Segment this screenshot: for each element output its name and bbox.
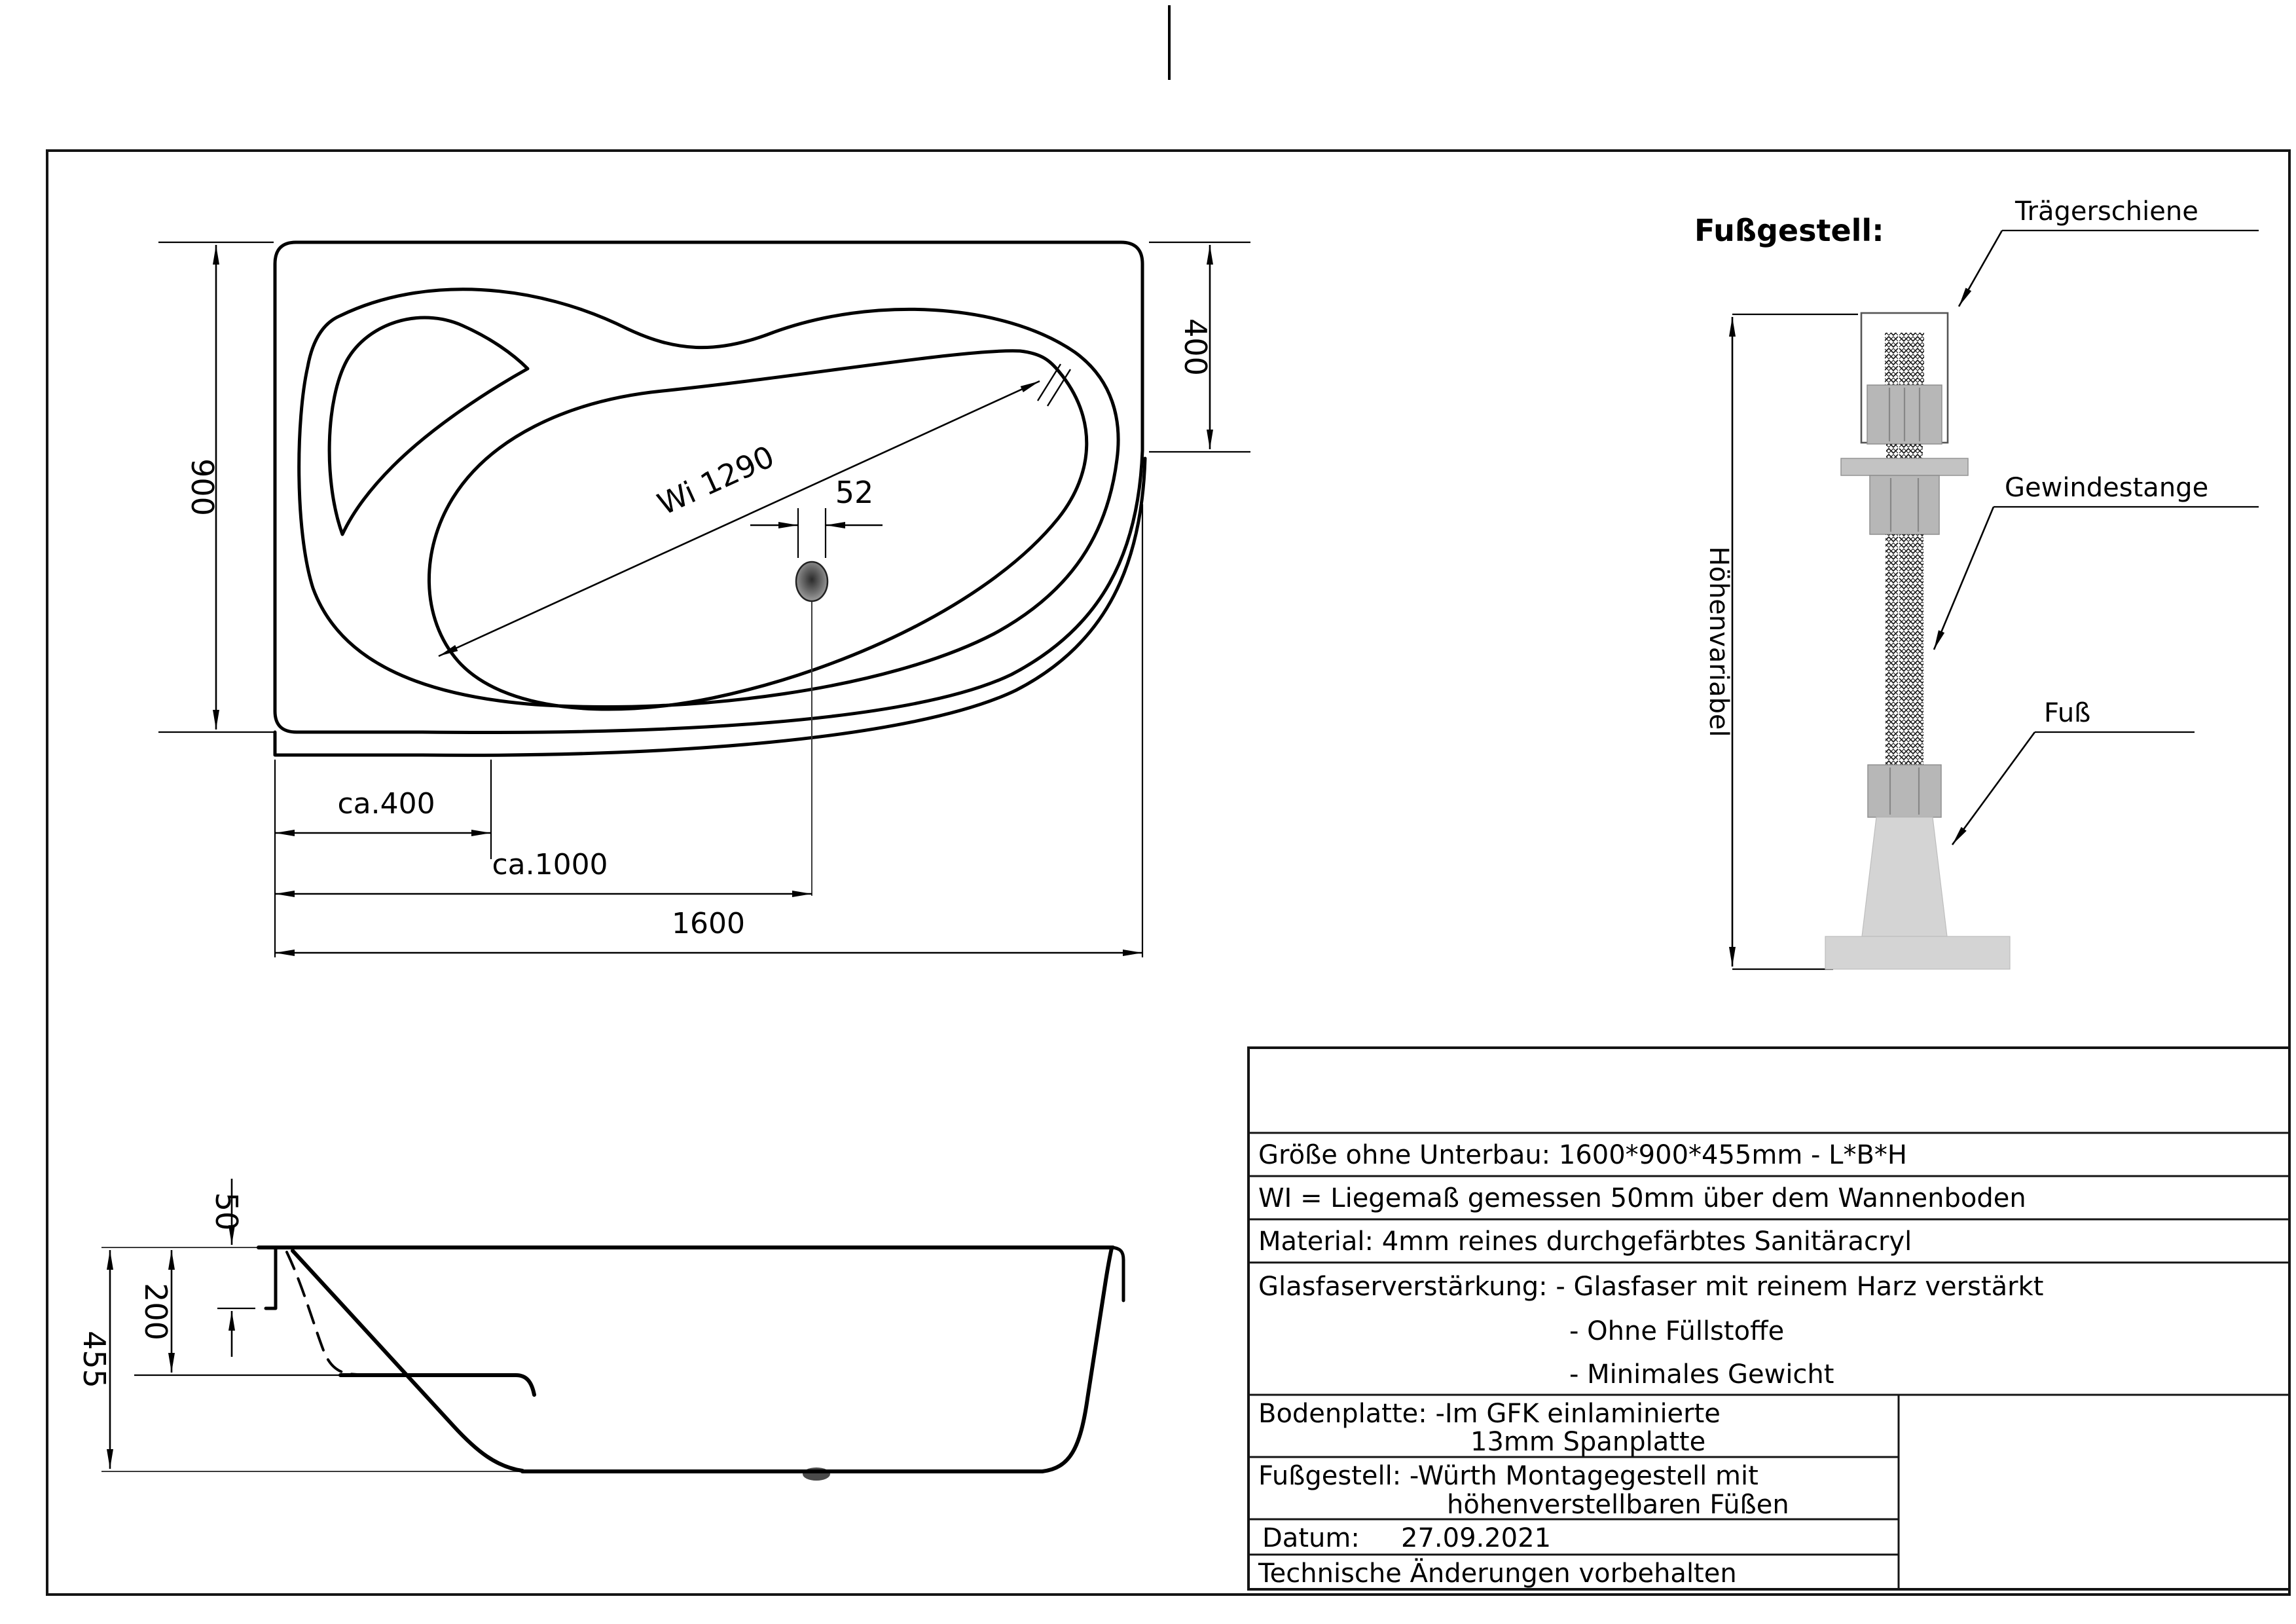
- drain-position-dim-label: ca.1000: [492, 848, 608, 881]
- table-date-value: 27.09.2021: [1401, 1523, 1552, 1553]
- rim-height-dim-label: 50: [209, 1192, 244, 1231]
- table-row-material: Material: 4mm reines durchgefärbtes Sanitäracryl: [1258, 1227, 1912, 1257]
- threaded-rod-leader: [1934, 507, 1994, 650]
- inner-length-dim-line: [439, 381, 1040, 656]
- table-row-fiberglass-1: Glasfaserverstärkung: - Glasfaser mit reinem Harz verstärkt: [1258, 1272, 2044, 1302]
- bathtub-side-view: [77, 1179, 1123, 1481]
- front-slope: [293, 1251, 522, 1471]
- threaded-rod-top: [1885, 333, 1924, 385]
- foot-leader: [1952, 732, 2035, 845]
- table-row-size: Größe ohne Unterbau: 1600*900*455mm - L*B*H: [1258, 1140, 1907, 1170]
- foot-label: Fuß: [2044, 698, 2091, 728]
- hidden-inner-contour: [287, 1252, 367, 1375]
- foot-assembly-diagram: [1694, 196, 2259, 969]
- dim-tick: [1048, 369, 1070, 406]
- table-row-fiberglass-3: - Minimales Gewicht: [1569, 1359, 1834, 1390]
- specification-table: [1248, 1048, 2289, 1589]
- drain-hole: [796, 562, 828, 601]
- seat-depth-dim-label: ca.400: [337, 787, 435, 821]
- table-row-baseplate-1: Bodenplatte: -Im GFK einlaminierte: [1258, 1399, 1721, 1429]
- threaded-rod-mid: [1886, 444, 1923, 460]
- foot-assembly-title: Fußgestell:: [1694, 213, 1884, 248]
- total-height-dim-label: 455: [77, 1331, 112, 1388]
- right-width-dim-label: 400: [1178, 318, 1213, 376]
- dim-tick: [1038, 364, 1061, 401]
- table-row-wi-note: WI = Liegemaß gemessen 50mm über dem Wannenboden: [1258, 1183, 2026, 1213]
- inner-length-dim-label: Wi 1290: [652, 438, 780, 523]
- right-wall: [1042, 1248, 1112, 1471]
- tub-apron-edge: [275, 458, 1145, 755]
- drain-offset-dim-label: 52: [835, 475, 874, 510]
- table-row-frame-2: höhenverstellbaren Füßen: [1447, 1490, 1789, 1520]
- hex-nut-middle: [1870, 475, 1939, 534]
- bathtub-top-view: [158, 242, 1250, 957]
- threaded-rod-main: [1886, 534, 1923, 765]
- carrier-rail-leader: [1959, 231, 2002, 306]
- hex-nut-lower: [1868, 765, 1941, 817]
- foot-base-plate: [1825, 936, 2010, 969]
- seat-line: [340, 1375, 534, 1395]
- height-variable-label: Höhenvariabel: [1704, 546, 1734, 737]
- inner-depth-dim-label: 200: [138, 1283, 173, 1340]
- threaded-rod-label: Gewindestange: [2005, 473, 2209, 503]
- corner-shelf-contour: [329, 318, 528, 534]
- table-row-fiberglass-2: - Ohne Füllstoffe: [1569, 1316, 1785, 1346]
- width-dim-label: 1600: [672, 907, 745, 940]
- foot-cone: [1862, 817, 1947, 936]
- table-row-frame-1: Fußgestell: -Würth Montagegestell mit: [1258, 1461, 1758, 1491]
- table-row-baseplate-2: 13mm Spanplatte: [1470, 1427, 1706, 1457]
- carrier-rail-label: Trägerschiene: [2015, 196, 2198, 227]
- table-date-label: Datum:: [1262, 1523, 1360, 1553]
- washer-plate: [1841, 458, 1968, 475]
- drawing-border-frame: [47, 151, 2289, 1595]
- right-rim-lip: [1112, 1247, 1123, 1301]
- table-notice: Technische Änderungen vorbehalten: [1258, 1559, 1737, 1589]
- depth-dim-label: 900: [185, 458, 220, 516]
- left-rim-lip: [266, 1247, 276, 1308]
